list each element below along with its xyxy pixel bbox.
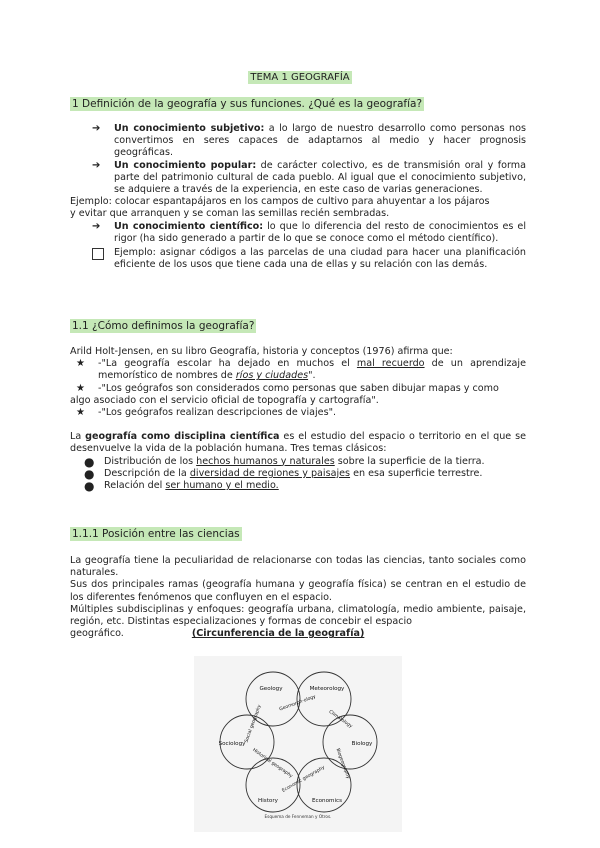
label-climatology: Climatology	[327, 709, 353, 730]
subjective-knowledge-item: ➔ Un conocimiento subjetivo: a lo largo de nuestro desarrollo como personas nos convertimos en seres capaces de adaptarnos al medio y hacer prognosis geográficas.	[92, 123, 526, 159]
page-title: TEMA 1 GEOGRAFÍA	[250, 72, 350, 83]
star-icon: ★	[76, 358, 85, 370]
theme-1: ● Distribución de los hechos humanos y naturales sobre la superficie de la tierra.	[84, 454, 485, 469]
section-1-1-1-body	[70, 555, 526, 640]
label-meteorology: Meteorology	[309, 686, 345, 692]
label-historical-geography: Historical geography	[251, 747, 294, 780]
label-biology: Biology	[351, 741, 373, 747]
section-1-heading: 1 Definición de la geografía y sus funciones. ¿Qué es la geografía?	[72, 98, 423, 110]
label-biogeography: Biogeography	[334, 747, 351, 780]
section-1-1-heading: 1.1 ¿Cómo definimos la geografía?	[72, 320, 255, 332]
theme-2: ● Descripción de la diversidad de regiones y paisajes en esa superficie terrestre.	[84, 466, 483, 481]
star-icon: ★	[76, 407, 85, 419]
quote-3: ★ -"Los geógrafos realizan descripciones de viajes".	[76, 407, 337, 419]
quote-2: ★ -"Los geógrafos son considerados como personas que saben dibujar mapas y como	[76, 382, 499, 394]
diagram-svg	[194, 656, 402, 832]
diagram-caption: Esquema de Fenneman y Otros.	[264, 814, 332, 819]
label-economics: Economics	[312, 798, 342, 804]
example-1: Ejemplo: colocar espantapájaros en los campos de cultivo para ahuyentar a los pájaros	[70, 196, 490, 208]
paragraph-3-cont: geográfico. (Circunferencia de la geografía)	[70, 628, 365, 640]
quote-1: ★ -"La geografía escolar ha dejado en muchos el mal recuerdo de un aprendizaje memorístico de nombres de ríos y ciudades".	[76, 358, 526, 382]
arrow-icon: ➔	[92, 220, 101, 232]
section-1-1-1-heading: 1.1.1 Posición entre las ciencias	[72, 528, 240, 540]
star-icon: ★	[76, 382, 85, 394]
section-1-1-body	[70, 346, 526, 492]
quote-2-cont: algo asociado con el servicio oficial de topografía y cartografía".	[70, 394, 379, 406]
label-history: History	[258, 798, 278, 804]
geography-circle-diagram	[194, 656, 402, 832]
arrow-icon: ➔	[92, 123, 101, 134]
bullet-icon: ●	[84, 479, 95, 494]
theme-3: ● Relación del ser humano y el medio.	[84, 479, 279, 494]
section-1-body	[70, 123, 526, 271]
bullet-icon: ●	[84, 454, 95, 469]
label-economic-geography: Economic geography	[281, 765, 326, 794]
definition-paragraph: La geografía como disciplina científica es el estudio del espacio o territorio en el que se desenvuelve la vida de la población humana. Tres temas clásicos:	[70, 431, 526, 455]
arrow-icon: ➔	[92, 159, 101, 171]
paragraph-3: Múltiples subdisciplinas y enfoques: geografía urbana, climatología, medio ambiente, paisaje, región, etc. Distintas especializaciones y formas de concebir el espacio	[70, 603, 526, 628]
example-1-cont: y evitar que arranquen y se coman las semillas recién sembradas.	[70, 208, 390, 220]
paragraph-2: Sus dos principales ramas (geografía humana y geografía física) se centran en el estudio de los diferentes fenómenos que confluyen en el espacio.	[70, 579, 526, 603]
intro-text: Arild Holt-Jensen, en su libro Geografía, historia y conceptos (1976) afirma que:	[70, 346, 453, 357]
bullet-icon: ●	[84, 466, 95, 481]
label-geology: Geology	[259, 686, 283, 692]
checkbox-icon	[92, 248, 104, 260]
popular-knowledge-item: ➔ Un conocimiento popular: de carácter colectivo, es de transmisión oral y forma parte del patrimonio cultural de cada pueblo. Al igual que el conocimiento subjetivo, se adquiere a través de la experiencia, en este caso de varias generaciones.	[92, 159, 526, 196]
example-2-item: Ejemplo: asignar códigos a las parcelas de una ciudad para hacer una planificación eficiente de los usos que tiene cada una de ellas y su relación con las demás.	[92, 247, 526, 271]
label-sociology: Sociology	[218, 741, 246, 747]
diagram-title: (Circunferencia de la geografía)	[191, 628, 365, 640]
scientific-knowledge-item: ➔ Un conocimiento científico: lo que lo diferencia del resto de conocimientos es el rigor (ha sido generado a partir de lo que se conoce como el método científico).	[92, 220, 526, 244]
paragraph-1: La geografía tiene la peculiaridad de relacionarse con todas las ciencias, tanto sociales como naturales.	[70, 555, 526, 579]
label-social-geography: Social geography	[244, 704, 263, 744]
label-geomorphology: Geomorph-ology	[278, 694, 317, 713]
